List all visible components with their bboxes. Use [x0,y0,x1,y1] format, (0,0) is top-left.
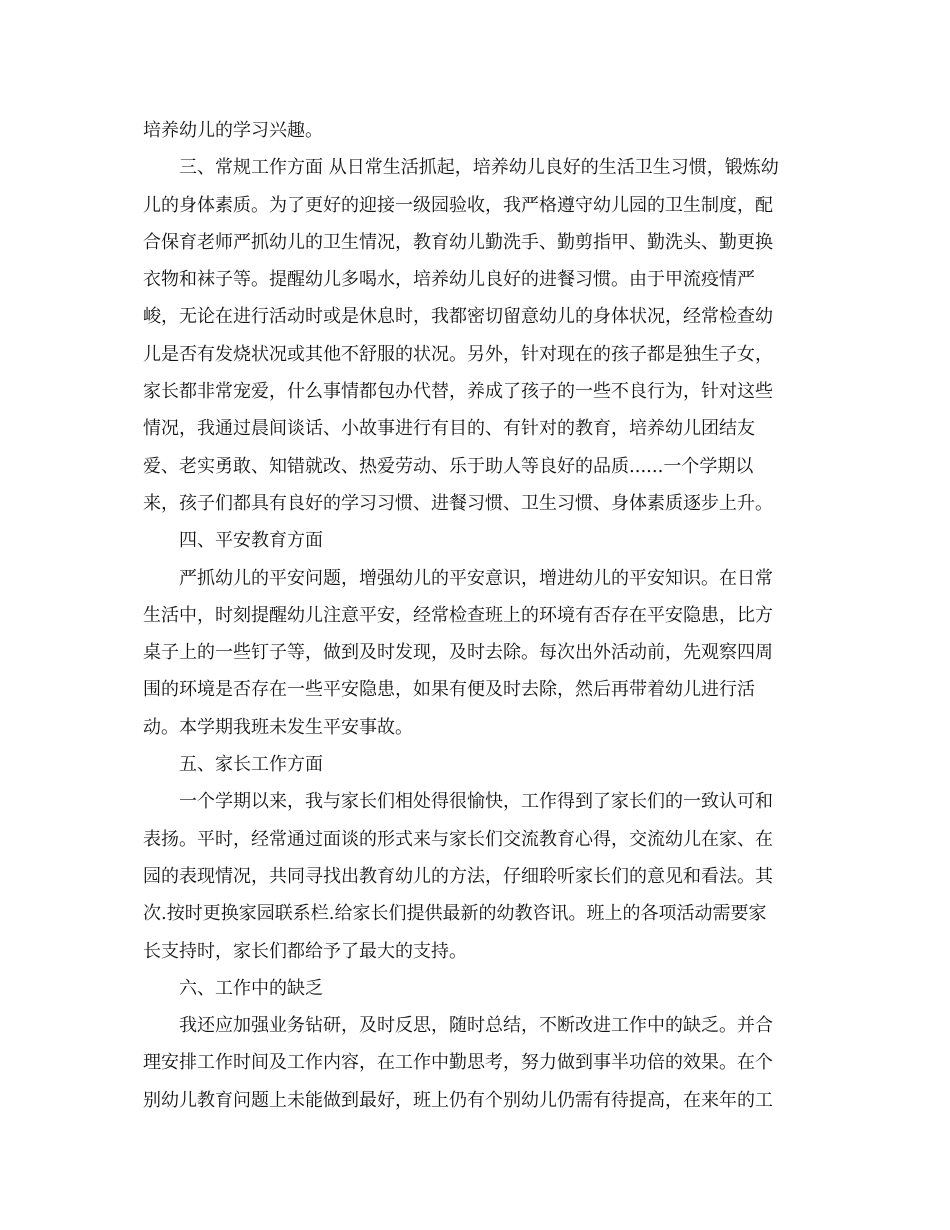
text-line: 衣物和袜子等。提醒幼儿多喝水，培养幼儿良好的进餐习惯。由于甲流疫情严 [143,269,755,291]
text-line: 生活中，时刻提醒幼儿注意平安，经常检查班上的环境有否存在平安隐患，比方 [143,604,773,626]
text-line: 爱、老实勇敢、知错就改、热爱劳动、乐于助人等良好的品质......一个学期以 [143,455,754,477]
text-line: 儿的身体素质。为了更好的迎接一级园验收，我严格遵守幼儿园的卫生制度，配 [143,194,773,216]
text-line: 理安排工作时间及工作内容，在工作中勤思考，努力做到事半功倍的效果。在个 [143,1052,773,1074]
text-line: 别幼儿教育问题上未能做到最好，班上仍有个别幼儿仍需有待提高，在来年的工 [143,1089,773,1111]
text-line: 情况，我通过晨间谈话、小故事进行有目的、有针对的教育，培养幼儿团结友 [143,418,755,440]
section-heading-shortcomings: 六、工作中的缺乏 [179,977,323,999]
text-line: 园的表现情况，共同寻找出教育幼儿的方法，仔细聆听家长们的意见和看法。其 [143,865,773,887]
text-line: 培养幼儿的学习兴趣。 [143,120,323,141]
text-line: 峻，无论在进行活动时或是休息时，我都密切留意幼儿的身体状况，经常检查幼 [143,306,773,328]
section-heading-safety-education: 四、平安教育方面 [179,530,323,552]
text-line: 桌子上的一些钉子等，做到及时发现，及时去除。每次出外活动前，先观察四周 [143,642,773,664]
text-line: 长支持时，家长们都给予了最大的支持。 [143,940,467,962]
text-line: 儿是否有发烧状况或其他不舒服的状况。另外，针对现在的孩子都是独生子女， [143,343,773,365]
text-line: 动。本学期我班未发生平安事故。 [143,716,413,738]
document-body [143,112,808,1119]
text-line: 表扬。平时，经常通过面谈的形式来与家长们交流教育心得，交流幼儿在家、在 [143,828,773,850]
section-heading-routine-work: 三、常规工作方面 从日常生活抓起，培养幼儿良好的生活卫生习惯，锻炼幼 [179,157,779,179]
text-line: 严抓幼儿的平安问题，增强幼儿的平安意识，增进幼儿的平安知识。在日常 [179,567,773,589]
text-line: 来，孩子们都具有良好的学习习惯、进餐习惯、卫生习惯、身体素质逐步上升。 [143,492,773,514]
text-line: 家长都非常宠爱，什么事情都包办代替，养成了孩子的一些不良行为，针对这些 [143,381,773,403]
text-line: 次.按时更换家园联系栏.给家长们提供最新的幼教咨讯。班上的各项活动需要家 [143,903,767,925]
text-line: 围的环境是否存在一些平安隐患，如果有便及时去除，然后再带着幼儿进行活 [143,679,755,701]
text-line: 合保育老师严抓幼儿的卫生情况，教育幼儿勤洗手、勤剪指甲、勤洗头、勤更换 [143,231,773,253]
section-heading-parent-work: 五、家长工作方面 [179,754,323,776]
text-line: 一个学期以来，我与家长们相处得很愉快，工作得到了家长们的一致认可和 [179,791,773,813]
text-line: 我还应加强业务钻研，及时反思，随时总结，不断改进工作中的缺乏。并合 [179,1015,773,1037]
